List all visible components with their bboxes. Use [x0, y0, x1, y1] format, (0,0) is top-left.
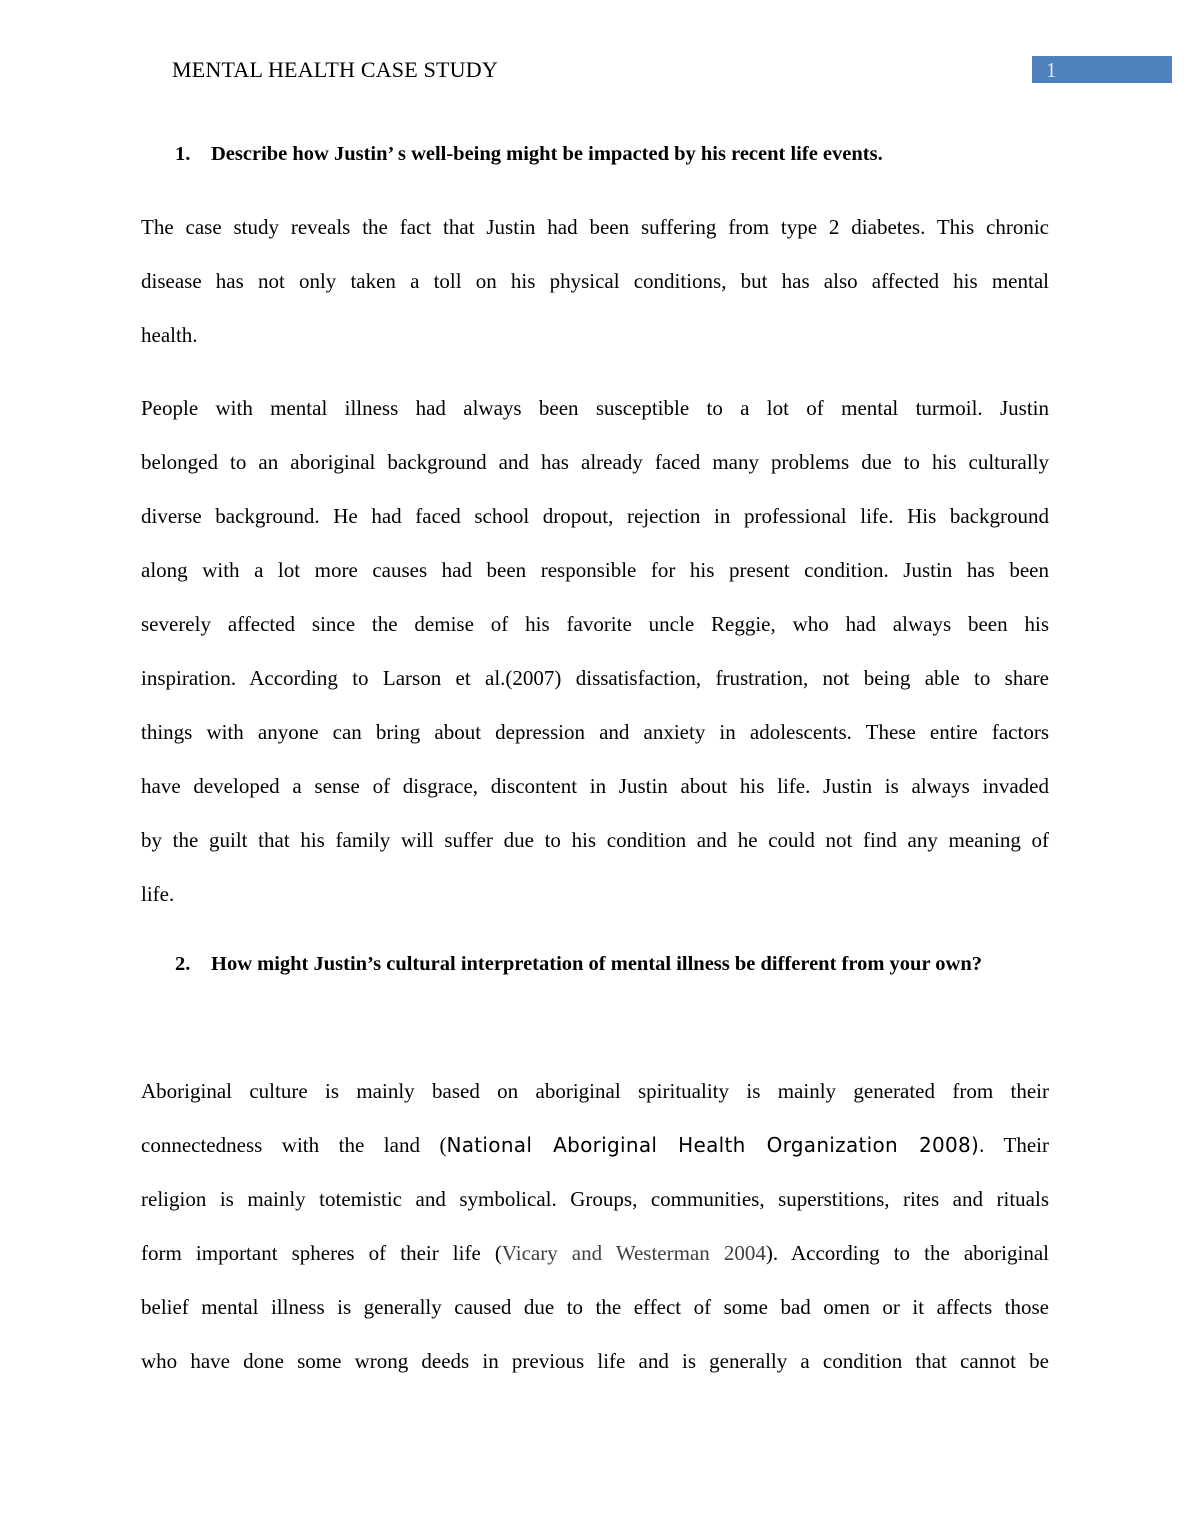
question-2: [175, 937, 1049, 991]
paragraph-line: People with mental illness had always been susceptible to a lot of mental turmoil. Justin: [141, 396, 1049, 420]
paragraph-line: disease has not only taken a toll on his physical conditions, but has also affected his mental: [141, 269, 1049, 293]
paragraph-3: [141, 1064, 1049, 1388]
paragraph-line: who have done some wrong deeds in previous life and is generally a condition that cannot be: [141, 1349, 1049, 1373]
paragraph-line: inspiration. According to Larson et al.(2007) dissatisfaction, frustration, not being able to share: [141, 666, 1049, 690]
paragraph-line: religion is mainly totemistic and symbolical. Groups, communities, superstitions, rites and rituals: [141, 1187, 1049, 1211]
question-1: [175, 127, 1049, 181]
paragraph-line: by the guilt that his family will suffer due to his condition and he could not find any meaning of: [141, 828, 1049, 852]
paragraph-line: have developed a sense of disgrace, discontent in Justin about his life. Justin is always invaded: [141, 774, 1049, 798]
question-text: Describe how Justin’ s well-being might be impacted by his recent life events.: [211, 143, 883, 165]
page-number-box: [1032, 56, 1172, 83]
paragraph-line: severely affected since the demise of his favorite uncle Reggie, who had always been his: [141, 612, 1049, 636]
text-run: form important spheres of their life (: [141, 1241, 502, 1265]
paragraph-line: [141, 1226, 1049, 1280]
question-text: How might Justin’s cultural interpretation of mental illness be different from your own?: [211, 953, 983, 975]
paragraph-line: life.: [141, 882, 175, 906]
paragraph-line: diverse background. He had faced school dropout, rejection in professional life. His background: [141, 504, 1049, 528]
question-number: 1.: [175, 143, 191, 165]
paragraph-line: things with anyone can bring about depression and anxiety in adolescents. These entire factors: [141, 720, 1049, 744]
citation: Vicary and Westerman 2004: [501, 1241, 766, 1265]
paragraph-line: belonged to an aboriginal background and has already faced many problems due to his culturally: [141, 450, 1049, 474]
paragraph-2: [141, 381, 1049, 921]
paragraph-line: belief mental illness is generally caused due to the effect of some bad omen or it affects those: [141, 1295, 1049, 1319]
text-run: ). According to the aboriginal: [765, 1241, 1049, 1265]
citation: National Aboriginal Health Organization 2008): [446, 1133, 980, 1157]
question-number: 2.: [175, 953, 191, 975]
page-number: 1: [1046, 58, 1057, 82]
text-run: connectedness with the land (: [141, 1133, 447, 1157]
paragraph-line: along with a lot more causes had been responsible for his present condition. Justin has been: [141, 558, 1049, 582]
paragraph-line: The case study reveals the fact that Justin had been suffering from type 2 diabetes. This chronic: [141, 215, 1049, 239]
paragraph-1: [141, 200, 1049, 362]
running-header: MENTAL HEALTH CASE STUDY: [172, 57, 498, 82]
text-run: . Their: [979, 1133, 1050, 1157]
paragraph-line: Aboriginal culture is mainly based on aboriginal spirituality is mainly generated from their: [141, 1079, 1049, 1103]
paragraph-line: [141, 1118, 1049, 1172]
paragraph-line: health.: [141, 323, 198, 347]
